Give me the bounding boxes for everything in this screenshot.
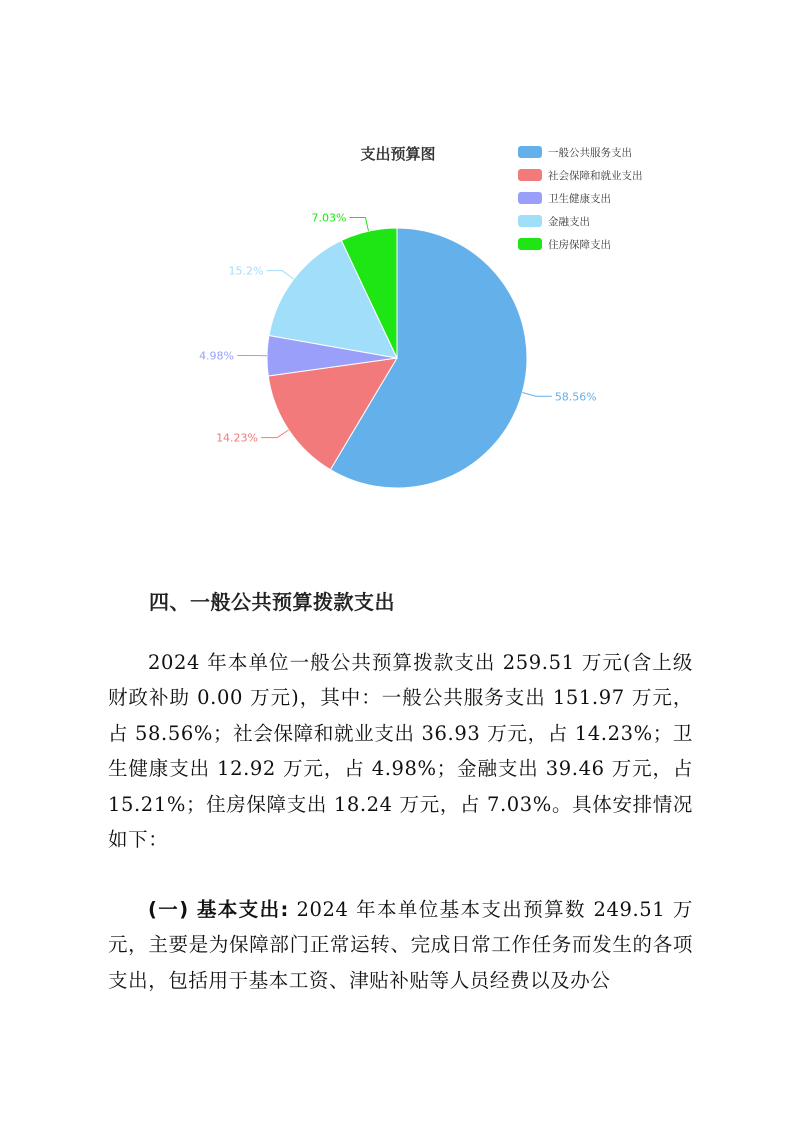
paragraph-2-lead: (一) 基本支出:: [148, 897, 289, 921]
slice-percent-label: 14.23%: [216, 431, 259, 445]
paragraph-2: [108, 892, 693, 999]
label-leader-line: [349, 217, 368, 231]
label-leader-line: [267, 271, 294, 279]
legend-swatch: [518, 215, 542, 227]
legend-swatch: [518, 146, 542, 158]
paragraph-2-body: 2024 年本单位基本支出预算数 249.51 万元，主要是为保障部门正常运转、完成日常工作任务而发生的各项支出，包括用于基本工资、津贴补贴等人员经费以及办公: [108, 897, 693, 992]
section-heading: 四、一般公共预算拨款支出: [149, 590, 395, 614]
slice-percent-label: 15.2%: [228, 264, 264, 278]
label-leader-line: [261, 430, 289, 438]
legend-swatch: [518, 192, 542, 204]
slice-percent-label: 7.03%: [311, 211, 347, 225]
legend-swatch: [518, 169, 542, 181]
legend-swatch: [518, 238, 542, 250]
legend-label: 金融支出: [548, 216, 590, 228]
slice-percent-label: 4.98%: [199, 349, 235, 363]
paragraph-1: 2024 年本单位一般公共预算拨款支出 259.51 万元(含上级财政补助 0.00 万元)，其中：一般公共服务支出 151.97 万元，占 58.56%；社会保障和就业支出 36.93 万元，占 14.23%；卫生健康支出 12.92 万元，占 4.98%；金融支出 39.46 万元，占 15.21%；住房保障支出 18.24 万元，占 7.03%。具体安排情况如下：: [108, 650, 693, 851]
slice-percent-label: 58.56%: [554, 390, 597, 404]
legend-label: 住房保障支出: [548, 239, 611, 251]
budget-pie-chart: [0, 120, 793, 520]
chart-title: 支出预算图: [360, 145, 436, 163]
pie-slices: [267, 228, 527, 488]
legend-label: 社会保障和就业支出: [548, 170, 643, 182]
label-leader-line: [522, 393, 551, 397]
chart-legend: [518, 146, 643, 251]
legend-label: 卫生健康支出: [548, 193, 611, 205]
legend-label: 一般公共服务支出: [548, 147, 632, 159]
